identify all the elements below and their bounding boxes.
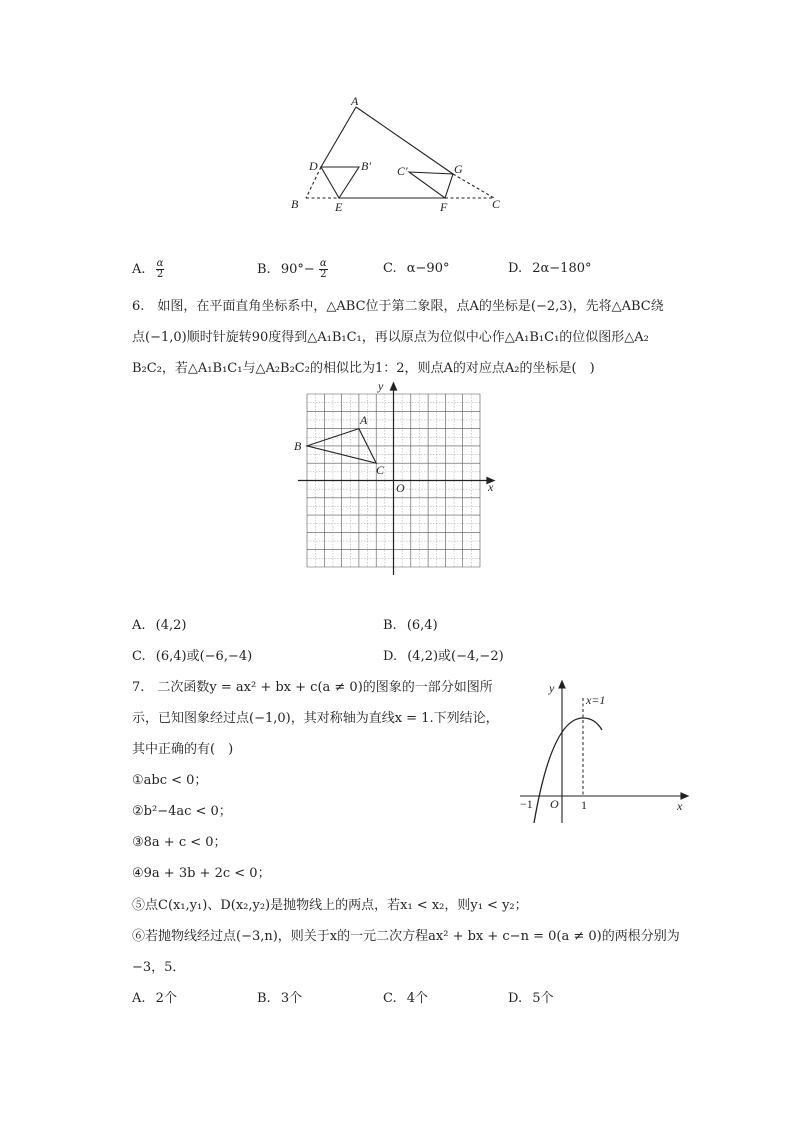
q7-statement-6: ⑥若抛物线经过点(−3,n)，则关于x的一元二次方程ax² + bx + c−n = 0(a ≠ 0)的两根分别为 xyxy=(132,929,680,944)
label-Cp: C′ xyxy=(397,164,408,178)
q6-stem-line-1: 6. 如图，在平面直角坐标系中，△ABC位于第二象限，点A的坐标是(−2,3)，先将△ABC绕 xyxy=(132,299,664,314)
q6-option-d[interactable] xyxy=(383,647,504,667)
q5-option-c[interactable] xyxy=(383,259,449,279)
q6-option-a[interactable] xyxy=(132,616,187,636)
q5-option-a[interactable] xyxy=(132,259,164,280)
segment-AD xyxy=(321,107,356,167)
label-C: C xyxy=(492,197,501,211)
option-text: 5个 xyxy=(532,991,554,1006)
label-B: B xyxy=(291,197,299,211)
label-E: E xyxy=(335,200,343,214)
parabola-curve xyxy=(534,718,602,823)
y-axis-arrow xyxy=(391,383,397,390)
label-O: O xyxy=(396,481,405,495)
fraction: $\frac{\alpha}{2}$ xyxy=(156,258,164,280)
label-G: G xyxy=(454,162,463,176)
option-text: (4,2) xyxy=(155,618,187,633)
option-letter: B. xyxy=(257,262,271,277)
q7-statement-5: ⑤点C(x₁,y₁)、D(x₂,y₂)是抛物线上的两点，若x₁ < x₂，则y₁ < y₂； xyxy=(132,898,528,913)
q6-stem-line-2: 点(−1,0)顺时针旋转90度得到△A₁B₁C₁，再以原点为位似中心作△A₁B₁C₁的位似图形△A₂ xyxy=(132,330,649,345)
fraction: $\frac{\alpha}{2}$ xyxy=(319,258,327,280)
label-axis: x=1 xyxy=(586,693,606,707)
q6-option-b[interactable] xyxy=(383,616,438,636)
label-B: B xyxy=(294,439,302,453)
y-axis-arrow xyxy=(559,681,565,688)
option-letter: B. xyxy=(383,618,397,633)
q7-stem-line-3: 其中正确的有( ) xyxy=(132,742,234,757)
label-C: C xyxy=(376,463,385,477)
q5-option-d[interactable] xyxy=(508,259,592,279)
option-letter: C. xyxy=(383,261,397,276)
q7-statement-4: ④9a + 3b + 2c < 0； xyxy=(132,866,271,881)
option-text: 2个 xyxy=(155,991,177,1006)
dashed-GC xyxy=(453,174,494,198)
option-letter: C. xyxy=(383,991,397,1006)
q7-option-a[interactable] xyxy=(132,989,177,1009)
option-letter: C. xyxy=(132,649,146,664)
option-text: 3个 xyxy=(280,991,303,1006)
q7-option-d[interactable] xyxy=(508,989,554,1009)
option-text: (4,2)或(−4,−2) xyxy=(407,649,504,664)
label-F: F xyxy=(440,200,448,214)
label-y: y xyxy=(378,379,384,393)
option-letter: A. xyxy=(132,991,146,1006)
q7-statement-6-cont: −3，5． xyxy=(132,960,186,975)
q7-stem-line-2: 示，已知图象经过点(−1,0)，其对称轴为直线x = 1.下列结论， xyxy=(132,711,499,726)
q6-stem-line-3: B₂C₂，若△A₁B₁C₁与△A₂B₂C₂的相似比为1：2，则点A的对应点A₂的坐标是( ) xyxy=(132,361,595,376)
q7-statement-1: ①abc < 0； xyxy=(132,773,208,788)
option-text: 4个 xyxy=(406,991,429,1006)
option-text: 2α−180° xyxy=(532,261,592,276)
q7-option-c[interactable] xyxy=(383,989,428,1009)
q7-stem-line-1: 7. 二次函数y = ax² + bx + c(a ≠ 0)的图象的一部分如图所 xyxy=(132,680,493,695)
label-x: x xyxy=(488,480,494,494)
label-Bp: B′ xyxy=(361,159,371,173)
label-x: x xyxy=(677,799,683,813)
triangle-C'GF xyxy=(409,172,453,198)
label-O: O xyxy=(550,797,559,811)
option-letter: D. xyxy=(508,991,523,1006)
q7-statement-2: ②b²−4ac < 0； xyxy=(132,804,232,819)
option-letter: A. xyxy=(132,262,146,277)
label-A: A xyxy=(351,95,359,108)
label-A: A xyxy=(360,413,368,427)
option-letter: D. xyxy=(383,649,398,664)
label-D: D xyxy=(309,159,318,173)
q6-coordinate-grid xyxy=(290,378,500,578)
q7-option-b[interactable] xyxy=(257,989,302,1009)
option-text: α−90° xyxy=(406,261,450,276)
label-y: y xyxy=(549,681,555,695)
option-letter: A. xyxy=(132,618,146,633)
label-neg1: −1 xyxy=(520,797,533,811)
option-letter: B. xyxy=(257,991,271,1006)
q7-statement-3: ③8a + c < 0； xyxy=(132,835,227,850)
triangle-DB'E xyxy=(321,167,359,198)
q5-option-b[interactable] xyxy=(257,259,328,280)
option-prefix: 90°− xyxy=(280,262,315,277)
option-text: (6,4)或(−6,−4) xyxy=(155,649,253,664)
q5-triangle-figure xyxy=(285,95,505,215)
q7-parabola-figure xyxy=(515,678,695,828)
option-text: (6,4) xyxy=(406,618,438,633)
option-letter: D. xyxy=(508,261,523,276)
q6-option-c[interactable] xyxy=(132,647,252,667)
label-one: 1 xyxy=(581,798,587,812)
